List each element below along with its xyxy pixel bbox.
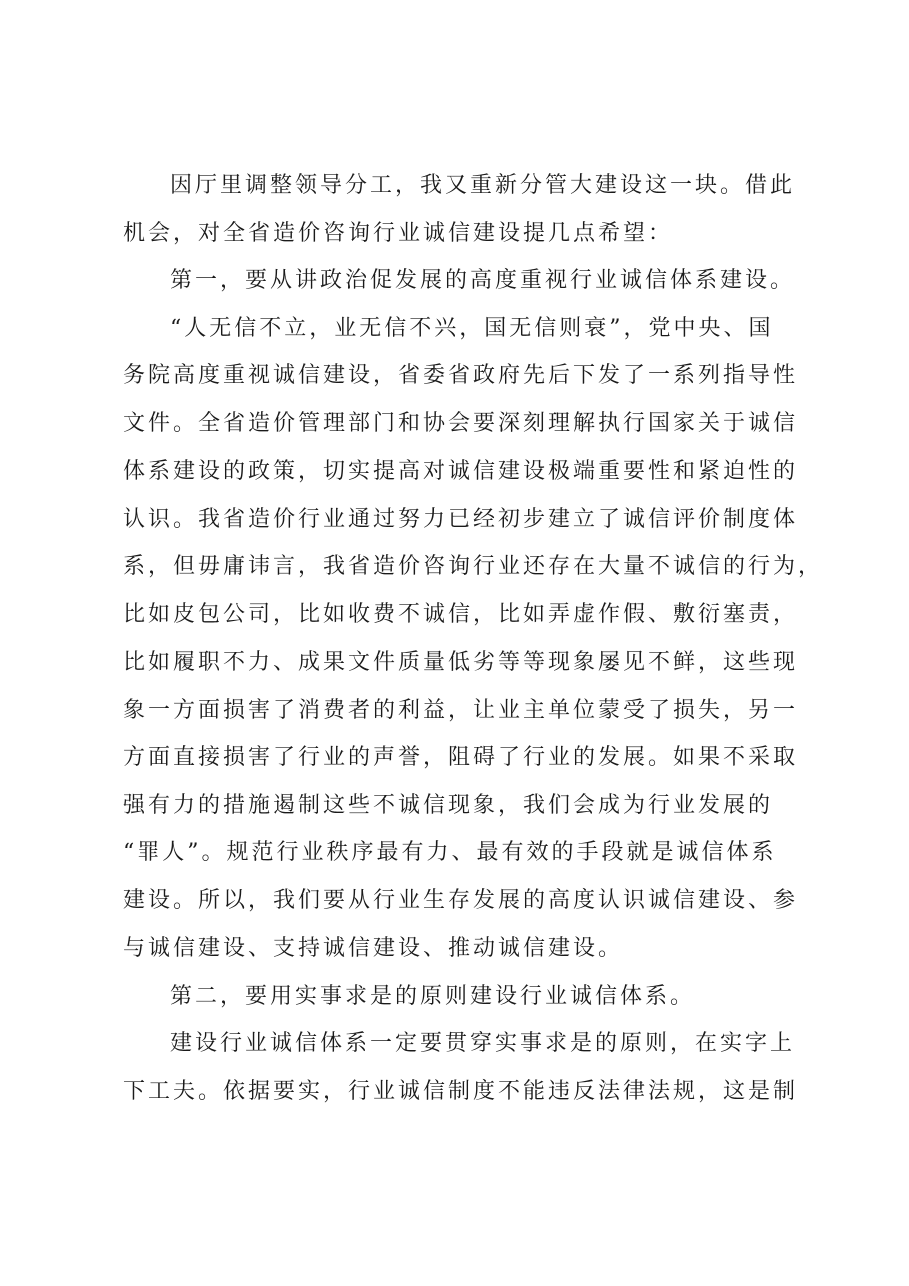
text-line: 认识。我省造价行业通过努力已经初步建立了诚信评价制度体 bbox=[123, 507, 799, 532]
text-line: 机会，对全省造价咨询行业诚信建设提几点希望： bbox=[123, 221, 674, 246]
text-line: 务院高度重视诚信建设，省委省政府先后下发了一系列指导性 bbox=[123, 363, 799, 388]
text-line: 体系建设的政策，切实提高对诚信建设极端重要性和紧迫性的 bbox=[123, 459, 799, 484]
text-line: 与诚信建设、支持诚信建设、推动诚信建设。 bbox=[123, 936, 624, 961]
text-line: 建设。所以，我们要从行业生存发展的高度认识诚信建设、参 bbox=[123, 888, 799, 913]
text-line: 第一，要从讲政治促发展的高度重视行业诚信体系建设。 bbox=[170, 268, 796, 293]
text-line: 强有力的措施遏制这些不诚信现象，我们会成为行业发展的 bbox=[123, 793, 774, 818]
text-line: “罪人”。规范行业秩序最有力、最有效的手段就是诚信体系 bbox=[123, 840, 777, 865]
text-line: “人无信不立，业无信不兴，国无信则衰”，党中央、国 bbox=[170, 316, 774, 341]
text-line: 第二，要用实事求是的原则建设行业诚信体系。 bbox=[170, 984, 696, 1009]
text-line: 建设行业诚信体系一定要贯穿实事求是的原则，在实字上 bbox=[170, 1031, 796, 1056]
text-line: 方面直接损害了行业的声誉，阻碍了行业的发展。如果不采取 bbox=[123, 745, 799, 770]
text-line: 下工夫。依据要实，行业诚信制度不能违反法律法规，这是制 bbox=[123, 1079, 799, 1104]
text-line: 文件。全省造价管理部门和协会要深刻理解执行国家关于诚信 bbox=[123, 411, 799, 436]
text-line: 比如皮包公司，比如收费不诚信，比如弄虚作假、敷衍塞责， bbox=[123, 602, 799, 627]
text-line: 因厅里调整领导分工，我又重新分管大建设这一块。借此 bbox=[170, 173, 796, 198]
text-line: 系，但毋庸讳言，我省造价咨询行业还存在大量不诚信的行为， bbox=[123, 554, 824, 579]
text-line: 象一方面损害了消费者的利益，让业主单位蒙受了损失，另一 bbox=[123, 698, 799, 723]
text-line: 比如履职不力、成果文件质量低劣等等现象屡见不鲜，这些现 bbox=[123, 650, 799, 675]
